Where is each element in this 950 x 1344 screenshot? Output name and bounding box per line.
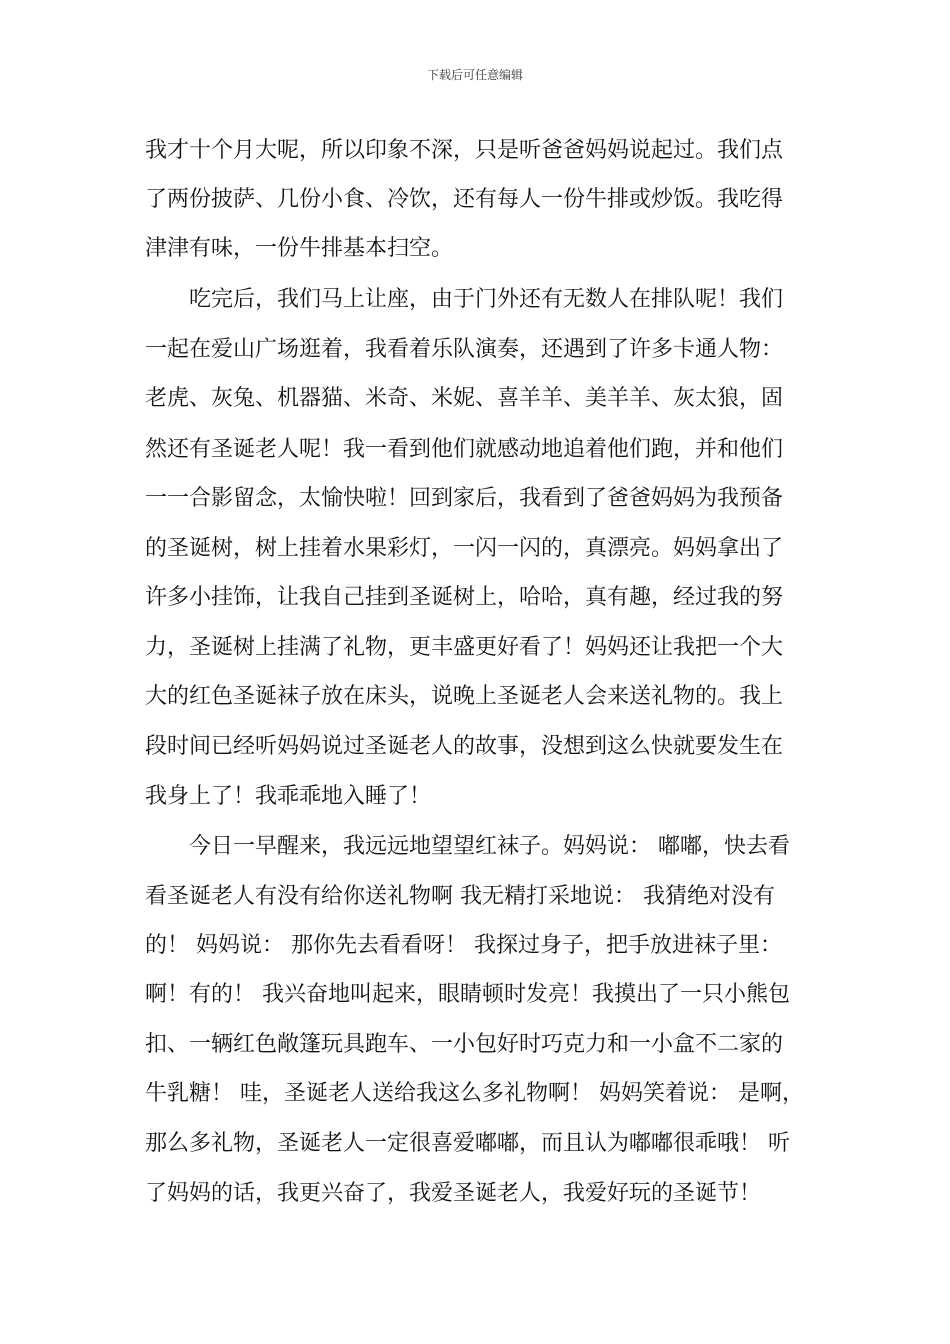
text-line: 今日一早醒来，我远远地望望红袜子。妈妈说： 嘟嘟，快去看 bbox=[189, 834, 790, 859]
text-line: 津津有味，一份牛排基本扫空。 bbox=[145, 236, 454, 261]
text-line: 许多小挂饰，让我自己挂到圣诞树上，哈哈，真有趣，经过我的努 bbox=[145, 585, 784, 610]
text-line: 段时间已经听妈妈说过圣诞老人的故事，没想到这么快就要发生在 bbox=[145, 734, 784, 759]
text-line: 力，圣诞树上挂满了礼物，更丰盛更好看了！妈妈还让我把一个大 bbox=[145, 635, 784, 660]
text-line: 我才十个月大呢，所以印象不深，只是听爸爸妈妈说起过。我们点 bbox=[145, 138, 784, 163]
text-line: 扣、一辆红色敞篷玩具跑车、一小包好时巧克力和一小盒不二家的 bbox=[145, 1032, 784, 1057]
text-line: 一一合影留念，太愉快啦！回到家后，我看到了爸爸妈妈为我预备 bbox=[145, 486, 784, 511]
text-line: 的圣诞树，树上挂着水果彩灯，一闪一闪的，真漂亮。妈妈拿出了 bbox=[145, 536, 784, 561]
text-line: 我身上了！我乖乖地入睡了！ bbox=[145, 784, 432, 809]
text-line: 吃完后，我们马上让座，由于门外还有无数人在排队呢！我们 bbox=[189, 287, 784, 312]
text-line: 大的红色圣诞袜子放在床头，说晚上圣诞老人会来送礼物的。我上 bbox=[145, 684, 784, 709]
text-line: 牛乳糖！ 哇，圣诞老人送给我这么多礼物啊！ 妈妈笑着说： 是啊， bbox=[145, 1081, 804, 1106]
text-line: 了两份披萨、几份小食、冷饮，还有每人一份牛排或炒饭。我吃得 bbox=[145, 187, 784, 212]
text-line: 然还有圣诞老人呢！我一看到他们就感动地追着他们跑，并和他们 bbox=[145, 437, 784, 462]
text-line: 那么多礼物，圣诞老人一定很喜爱嘟嘟，而且认为嘟嘟很乖哦！ 听 bbox=[145, 1131, 790, 1156]
page-header: 下载后可任意编辑 bbox=[426, 68, 523, 82]
text-line: 一起在爱山广场逛着，我看着乐队演奏，还遇到了许多卡通人物： bbox=[145, 337, 784, 362]
text-line: 看圣诞老人有没有给你送礼物啊 我无精打采地说： 我猜绝对没有 bbox=[145, 884, 775, 909]
text-line: 啊！有的！ 我兴奋地叫起来，眼睛顿时发亮！我摸出了一只小熊包 bbox=[145, 982, 790, 1007]
text-line: 了妈妈的话，我更兴奋了，我爱圣诞老人，我爱好玩的圣诞节！ bbox=[145, 1181, 762, 1206]
text-line: 老虎、灰兔、机器猫、米奇、米妮、喜羊羊、美羊羊、灰太狼，固 bbox=[145, 386, 784, 411]
text-line: 的！ 妈妈说： 那你先去看看呀！ 我探过身子，把手放进袜子里： bbox=[145, 933, 782, 958]
